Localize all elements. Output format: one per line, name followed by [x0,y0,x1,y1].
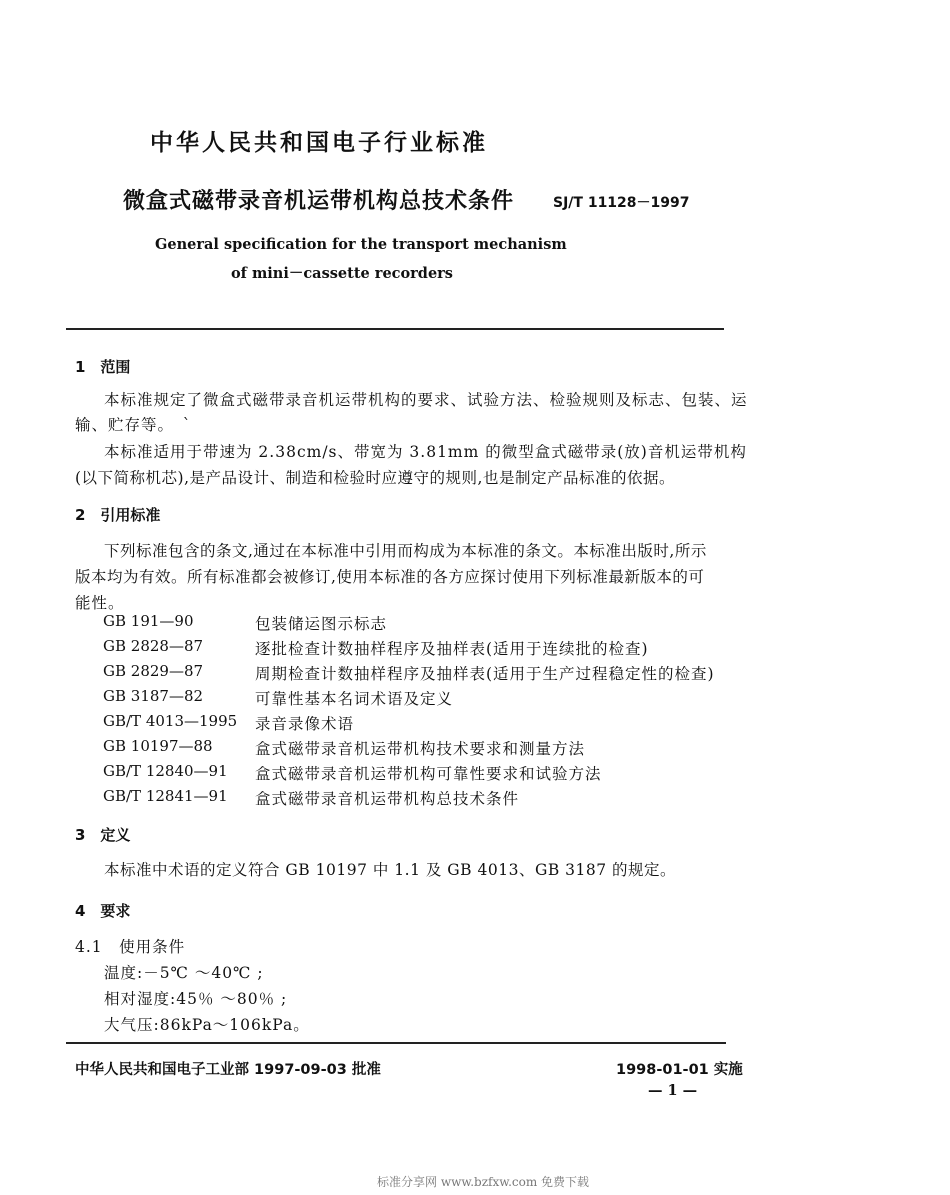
issuing-body-title: 中华人民共和国电子行业标准 [150,130,488,156]
reference-code: GB 3187—82 [103,687,204,705]
reference-title: 录音录像术语 [255,715,355,733]
condition-humidity: 相对湿度:45％ ～80％ ; [104,990,288,1008]
section-1-para2-line2: (以下简称机芯),是产品设计、制造和检验时应遵守的规则,也是制定产品标准的依据。 [75,469,675,487]
standard-number: SJ/T 11128－1997 [553,195,690,211]
reference-code: GB 2829—87 [103,662,204,680]
approval-statement: 中华人民共和国电子工业部 1997-09-03 批准 [75,1062,381,1078]
section-3-heading: 3 定义 [75,826,131,844]
watermark-text: 标准分享网 www.bzfxw.com 免费下载 [377,1175,590,1189]
reference-code: GB 191—90 [103,612,194,630]
section-2-intro-line1: 下列标准包含的条文,通过在本标准中引用而构成为本标准的条文。本标准出版时,所示 [104,542,707,560]
reference-title: 可靠性基本名词术语及定义 [255,690,454,708]
document-title-english-line2: of mini－cassette recorders [231,265,453,282]
section-4-1-heading: 4.1 使用条件 [75,938,186,956]
document-title-english-line1: General specification for the transport mechanism [155,236,567,253]
condition-pressure: 大气压:86kPa～106kPa。 [104,1016,310,1034]
reference-title: 包装储运图示标志 [255,615,388,633]
reference-code: GB/T 12841—91 [103,787,228,805]
section-2-intro-line3: 能性。 [75,594,125,612]
section-2-heading: 2 引用标准 [75,506,161,524]
section-1-para1-line2: 输、贮存等。 ˋ [75,416,192,434]
reference-title: 盒式磁带录音机运带机构总技术条件 [255,790,520,808]
reference-row [0,687,950,711]
reference-row [0,762,950,786]
reference-code: GB 2828—87 [103,637,204,655]
reference-row [0,637,950,661]
condition-temperature: 温度:－5℃ ～40℃ ; [104,964,264,982]
reference-row [0,612,950,636]
section-1-heading: 1 范围 [75,358,131,376]
implementation-date: 1998-01-01 实施 [616,1062,743,1078]
reference-code: GB/T 12840—91 [103,762,228,780]
footer-divider [66,1042,726,1044]
page-number: — 1 — [648,1082,698,1099]
document-title-chinese: 微盒式磁带录音机运带机构总技术条件 [123,189,515,214]
reference-title: 周期检查计数抽样程序及抽样表(适用于生产过程稳定性的检查) [255,665,715,683]
section-1-para2-line1: 本标准适用于带速为 2.38cm/s、带宽为 3.81mm 的微型盒式磁带录(放)音机运带机构 [104,443,747,461]
section-4-heading: 4 要求 [75,902,131,920]
section-1-para1-line1: 本标准规定了微盒式磁带录音机运带机构的要求、试验方法、检验规则及标志、包装、运 [104,391,748,409]
section-3-text: 本标准中术语的定义符合 GB 10197 中 1.1 及 GB 4013、GB 3187 的规定。 [104,861,677,879]
section-2-intro-line2: 版本均为有效。所有标准都会被修订,使用本标准的各方应探讨使用下列标准最新版本的可 [75,568,705,586]
reference-row [0,737,950,761]
reference-title: 逐批检查计数抽样程序及抽样表(适用于连续批的检查) [255,640,649,658]
reference-title: 盒式磁带录音机运带机构技术要求和测量方法 [255,740,586,758]
reference-code: GB/T 4013—1995 [103,712,238,730]
reference-code: GB 10197—88 [103,737,213,755]
reference-row [0,662,950,686]
header-divider [66,328,724,330]
reference-row [0,787,950,811]
reference-row [0,712,950,736]
reference-title: 盒式磁带录音机运带机构可靠性要求和试验方法 [255,765,602,783]
